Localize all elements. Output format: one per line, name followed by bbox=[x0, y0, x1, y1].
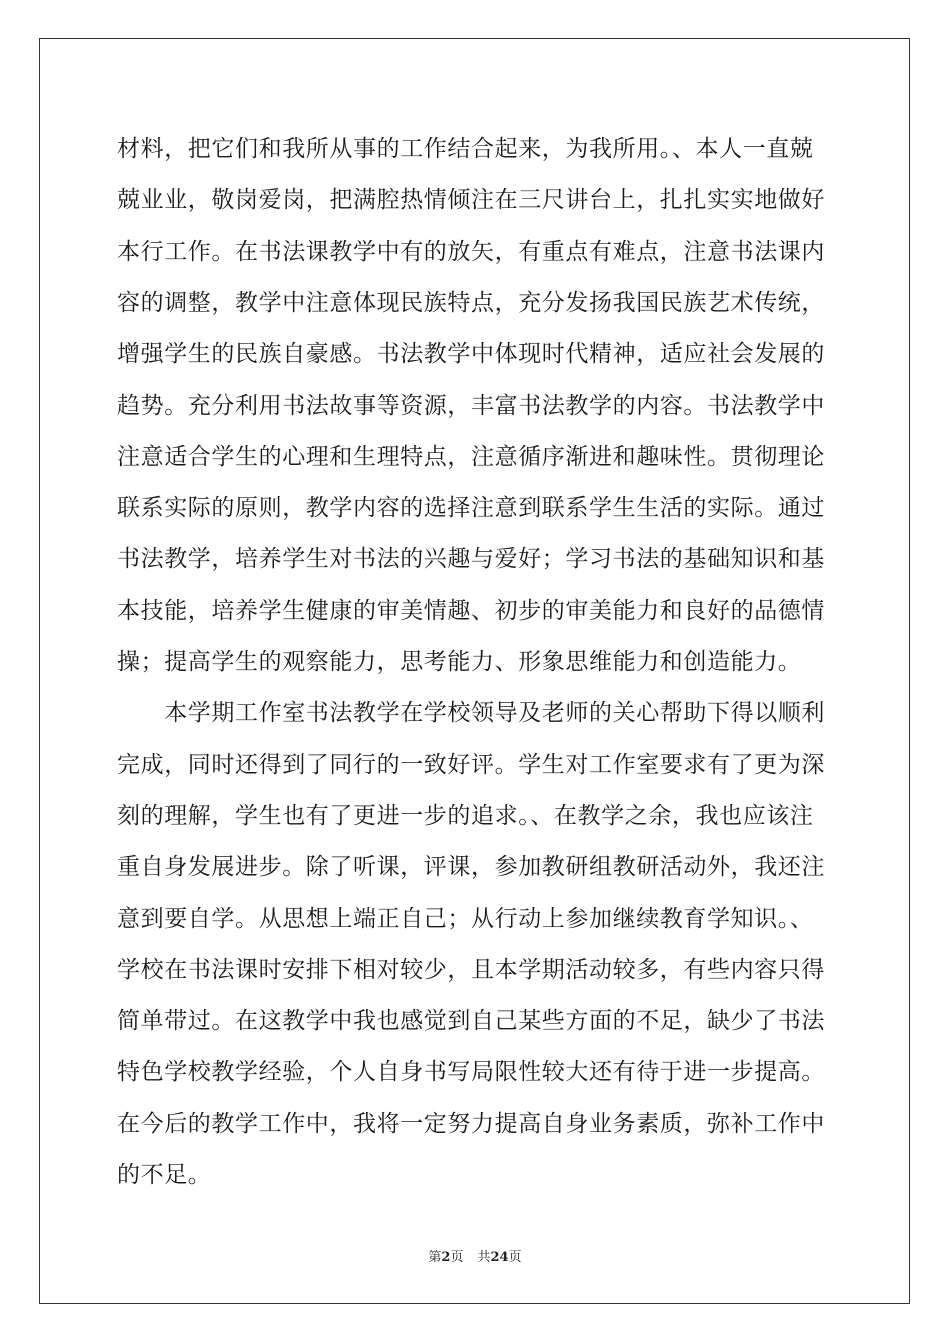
text-line: 重自身发展进步。除了听课，评课，参加教研组教研活动外，我还注 bbox=[117, 854, 825, 881]
text-line: 在今后的教学工作中，我将一定努力提高自身业务素质，弥补工作中 bbox=[117, 1110, 825, 1137]
text-line: 操；提高学生的观察能力，思考能力、形象思维能力和创造能力。 bbox=[117, 649, 802, 675]
text-line: 刻的理解，学生也有了更进一步的追求。、在教学之余，我也应该注 bbox=[117, 802, 814, 829]
text-line: 增强学生的民族自豪感。书法教学中体现时代精神，适应社会发展的 bbox=[117, 341, 825, 368]
text-line: 简单带过。在这教学中我也感觉到自己某些方面的不足，缺少了书法 bbox=[117, 1008, 825, 1035]
text-line: 联系实际的原则，教学内容的选择注意到联系学生生活的实际。通过 bbox=[117, 495, 825, 522]
total-pages: 24 bbox=[490, 1250, 509, 1265]
total-prefix: 共 bbox=[477, 1250, 491, 1265]
page-prefix: 第 bbox=[428, 1250, 442, 1265]
text-line: 趋势。充分利用书法故事等资源，丰富书法教学的内容。书法教学中 bbox=[117, 392, 825, 419]
text-line: 注意适合学生的心理和生理特点，注意循序渐进和趣味性。贯彻理论 bbox=[117, 443, 825, 470]
text-line: 容的调整，教学中注意体现民族特点，充分发扬我国民族艺术传统， bbox=[117, 289, 825, 316]
text-line: 意到要自学。从思想上端正自己；从行动上参加继续教育学知识。、 bbox=[117, 905, 814, 932]
text-line: 本学期工作室书法教学在学校领导及老师的关心帮助下得以顺利 bbox=[117, 700, 825, 727]
page-number: 2 bbox=[441, 1250, 451, 1265]
page-footer bbox=[0, 1246, 950, 1265]
text-line: 完成，同时还得到了同行的一致好评。学生对工作室要求有了更为深 bbox=[117, 751, 825, 778]
text-line: 兢业业，敬岗爱岗，把满腔热情倾注在三尺讲台上，扎扎实实地做好 bbox=[117, 187, 825, 214]
text-line: 本行工作。在书法课教学中有的放矢，有重点有难点，注意书法课内 bbox=[117, 238, 825, 265]
text-line: 本技能，培养学生健康的审美情趣、初步的审美能力和良好的品德情 bbox=[117, 597, 825, 624]
text-line: 学校在书法课时安排下相对较少，且本学期活动较多，有些内容只得 bbox=[117, 956, 825, 983]
text-line: 材料，把它们和我所从事的工作结合起来，为我所用。、本人一直兢 bbox=[117, 136, 814, 162]
total-suffix: 页 bbox=[508, 1250, 522, 1265]
text-line: 书法教学，培养学生对书法的兴趣与爱好；学习书法的基础知识和基 bbox=[117, 546, 825, 573]
text-line: 特色学校教学经验，个人自身书写局限性较大还有待于进一步提高。 bbox=[117, 1059, 825, 1086]
page-suffix: 页 bbox=[450, 1250, 464, 1265]
text-line: 的不足。 bbox=[117, 1162, 212, 1188]
